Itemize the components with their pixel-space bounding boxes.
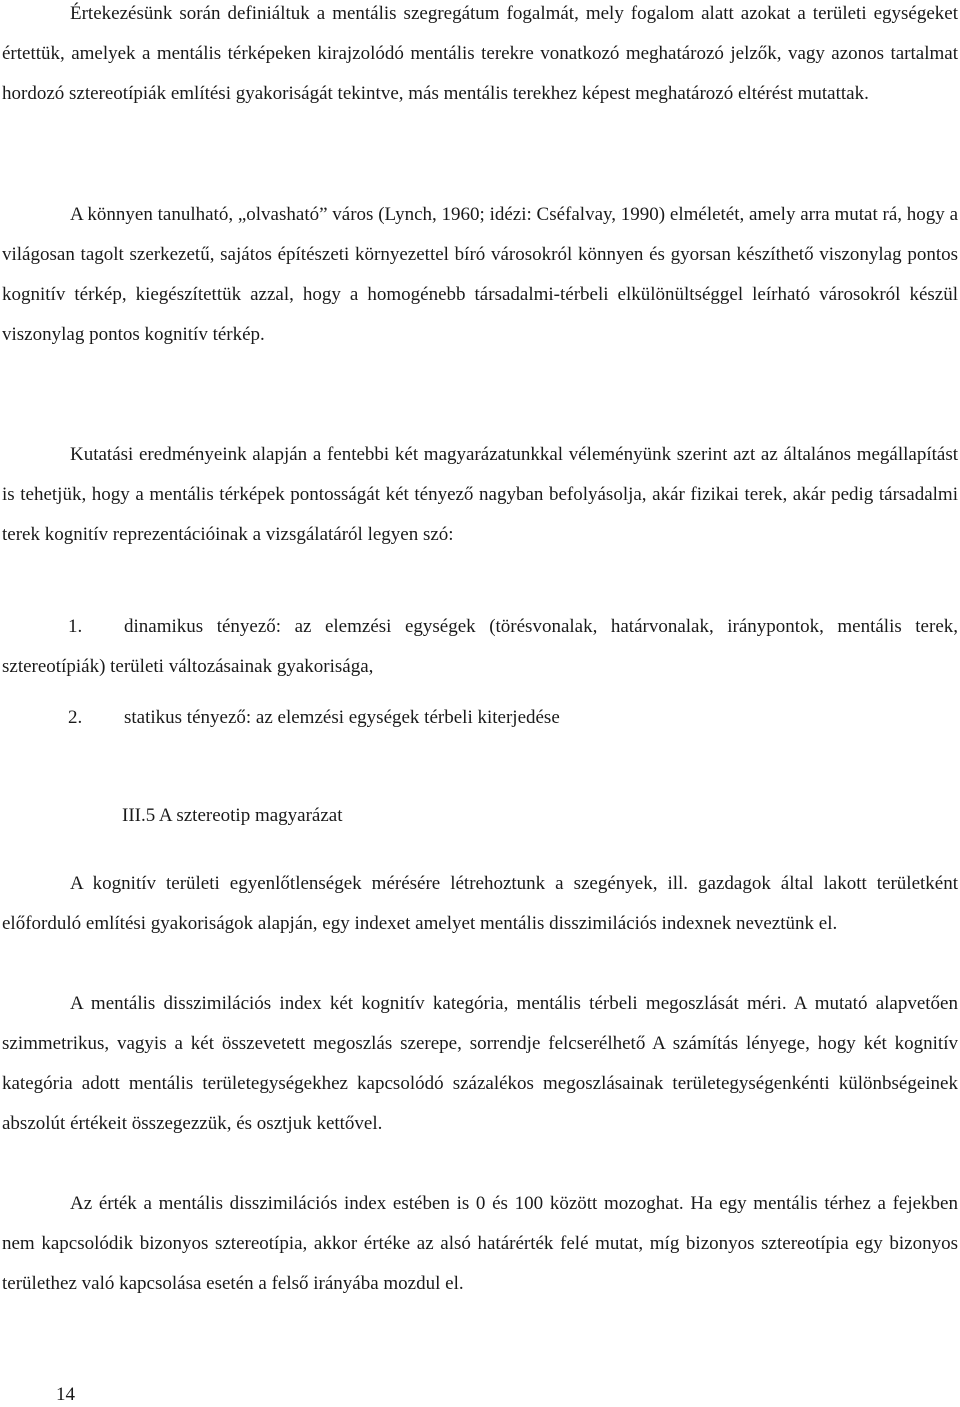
list-item-static — [2, 698, 958, 738]
list-text: statikus tényező: az elemzési egységek térbeli kiterjedése — [124, 707, 560, 728]
list-number: 1. — [68, 616, 83, 637]
page-number: 14 — [56, 1384, 75, 1405]
section-heading: III.5 A sztereotip magyarázat — [122, 805, 343, 826]
paragraph-index-definition: A kognitív területi egyenlőtlenségek mérésére létrehoztunk a szegények, ill. gazdagok által lakott területként előforduló említési gyakoriságok alapján, egy indexet amelyet mentális disszimilációs indexnek neveztünk el. — [2, 873, 958, 934]
list-text: dinamikus tényező: az elemzési egységek (törésvonalak, határvonalak, iránypontok, mentális terek, sztereotípiák) területi változásainak gyakorisága, — [2, 616, 958, 677]
paragraph-legible-city: A könnyen tanulható, „olvasható” város (Lynch, 1960; idézi: Cséfalvay, 1990) elméletét, amely arra mutat rá, hogy a világosan tagolt szerkezetű, sajátos építészeti környezettel bíró városokról könnyen és gyorsan készíthető viszonylag pontos kognitív térkép, kiegészítettük azzal, hogy a homogénebb társadalmi-térbeli elkülönültséggel leírható városokról készül viszonylag pontos kognitív térkép. — [2, 204, 958, 345]
list-item-dynamic — [2, 607, 958, 687]
list-number: 2. — [68, 707, 83, 728]
paragraph-index-range: Az érték a mentális disszimilációs index estében is 0 és 100 között mozoghat. Ha egy mentális térhez a fejekben nem kapcsolódik bizonyos sztereotípia, akkor értéke az alsó határérték felé mutat, míg bizonyos sztereotípia egy bizonyos területhez való kapcsolása esetén a felső irányába mozdul el. — [2, 1193, 958, 1294]
paragraph-index-method: A mentális disszimilációs index két kognitív kategória, mentális térbeli megoszlását méri. A mutató alapvetően szimmetrikus, vagyis a két összevetett megoszlás szerepe, sorrendje felcserélhető A számítás lényege, hogy két kognitív kategória adott mentális területegységekhez kapcsolódó százalékos megoszlásainak területegységenkénti különbségeinek abszolút értékeit összegezzük, és osztjuk kettővel. — [2, 993, 958, 1134]
paragraph-mental-segregate: Értekezésünk során definiáltuk a mentális szegregátum fogalmát, mely fogalom alatt azokat a területi egységeket értettük, amelyek a mentális térképeken kirajzolódó mentális terekre vonatkozó meghatározó jelzők, vagy azonos tartalmat hordozó sztereotípiák említési gyakoriságát tekintve, más mentális terekhez képest meghatározó eltérést mutattak. — [2, 3, 958, 104]
paragraph-research-results: Kutatási eredményeink alapján a fentebbi két magyarázatunkkal véleményünk szerint azt az általános megállapítást is tehetjük, hogy a mentális térképek pontosságát két tényező nagyban befolyásolja, akár fizikai terek, akár pedig társadalmi terek kognitív reprezentációinak a vizsgálatáról legyen szó: — [2, 444, 958, 545]
